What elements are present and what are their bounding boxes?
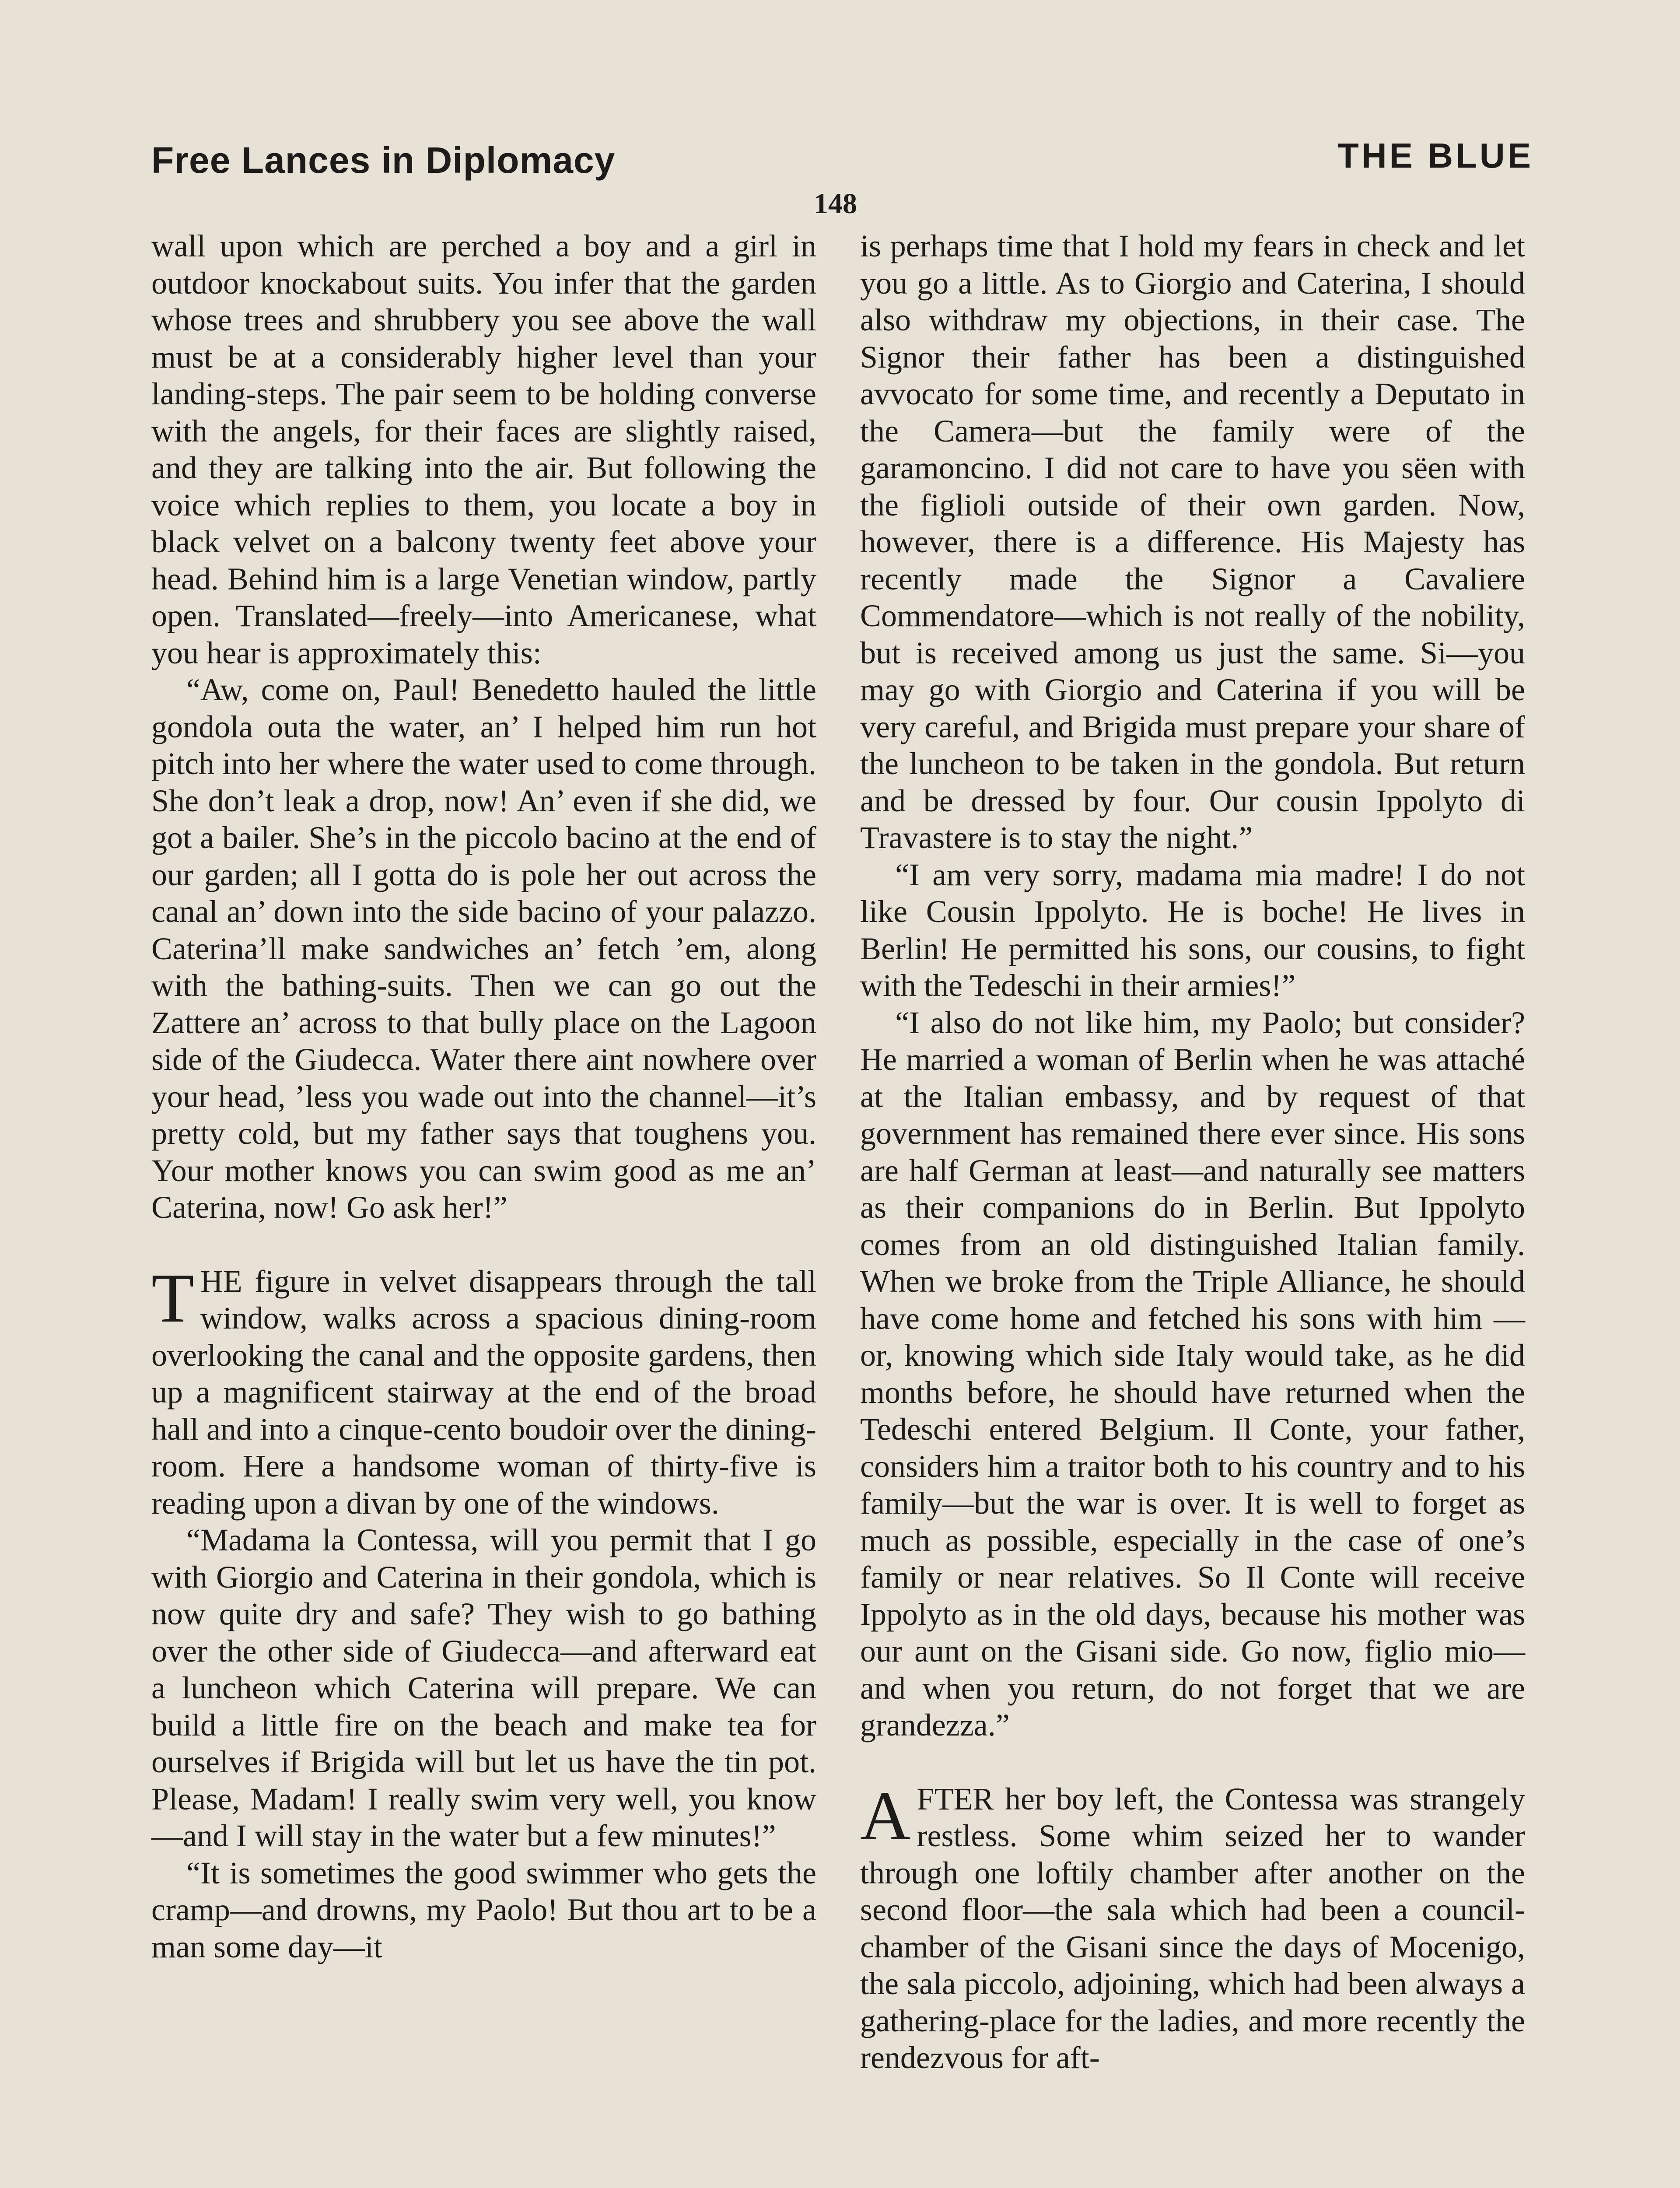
right-column [860, 228, 1525, 2076]
running-title: Free Lances in Diplomacy [151, 140, 616, 181]
section-text: HE figure in velvet disappears through the tall window, walks across a spacious dining-room overlooking the canal and the opposite gardens, then up a magnificent stairway at the end of the broad hall and into a cinque-cento boudoir over the dining-room. Here a handsome woman of thirty-five is reading upon a divan by one of the windows. [151, 1263, 816, 1521]
paragraph: “Aw, come on, Paul! Benedetto hauled the little gondola outa the water, an’ I helped him run hot pitch into her where the water used to come through. She don’t leak a drop, now! An’ even if she did, we got a bailer. She’s in the piccolo bacino at the end of our garden; all I gotta do is pole her out across the canal an’ down into the side bacino of your palazzo. Caterina’ll make sandwiches an’ fetch ’em, along with the bathing-suits. Then we can go out the Zattere an’ across to that bully place on the Lagoon side of the Giudecca. Water there aint nowhere over your head, ’less you wade out into the channel—it’s pretty cold, but my father says that toughens you. Your mother knows you can swim good as me an’ Caterina, now! Go ask her!” [151, 672, 816, 1225]
page-number: 148 [814, 188, 857, 220]
drop-cap: T [151, 1259, 194, 1337]
paragraph: “I also do not like him, my Paolo; but consider? He married a woman of Berlin when he was attaché at the Italian embassy, and by request of that government has remained there ever since. His sons are half German at least—and naturally see matters as their companions do in Berlin. But Ippolyto comes from an old distinguished Italian family. When we broke from the Triple Alliance, he should have come home and fetched his sons with him —or, knowing which side Italy would take, as he did months before, he should have returned when the Tedeschi entered Belgium. Il Conte, your father, considers him a traitor both to his country and to his family—but the war is over. It is well to forget as much as possible, especially in the case of one’s family or near relatives. So Il Conte will receive Ippolyto as in the old days, because his mother was our aunt on the Gisani side. Go now, figlio mio—and when you return, do not forget that we are grandezza.” [860, 1005, 1525, 1743]
section-paragraph [151, 1259, 816, 1522]
paragraph: is perhaps time that I hold my fears in check and let you go a little. As to Giorgio and Caterina, I should also withdraw my objections, in their case. The Signor their father has been a distinguished avvocato for some time, and recently a Deputato in the Camera—but the family were of the garamoncino. I did not care to have you sëen with the figlioli outside of their own garden. Now, however, there is a difference. His Majesty has recently made the Signor a Cavaliere Commendatore—which is not really of the nobility, but is received among us just the same. Si—you may go with Giorgio and Caterina if you will be very careful, and Brigida must prepare your share of the luncheon to be taken in the gondola. But return and be dressed by four. Our cousin Ippolyto di Travastere is to stay the night.” [860, 228, 1525, 855]
paragraph: wall upon which are perched a boy and a girl in outdoor knockabout suits. You infer that the garden whose trees and shrubbery you see above the wall must be at a considerably higher level than your landing-steps. The pair seem to be holding converse with the angels, for their faces are slightly raised, and they are talking into the air. But following the voice which replies to them, you locate a boy in black velvet on a balcony twenty feet above your head. Behind him is a large Venetian window, partly open. Translated—freely—into Americanese, what you hear is approximately this: [151, 228, 816, 670]
section-text: FTER her boy left, the Contessa was strangely restless. Some whim seized her to wander through one loftily chamber after another on the second floor—the sala which had been a council-chamber of the Gisani since the days of Mocenigo, the sala piccolo, adjoining, which had been always a gathering-place for the ladies, and more recently the rendezvous for aft- [860, 1781, 1525, 2075]
left-column [151, 228, 816, 1965]
paragraph: “Madama la Contessa, will you permit that I go with Giorgio and Caterina in their gondola, which is now quite dry and safe? They wish to go bathing over the other side of Giudecca—and afterward eat a luncheon which Caterina will prepare. We can build a little fire on the beach and make tea for ourselves if Brigida will but let us have the tin pot. Please, Madam! I really swim very well, you know—and I will stay in the water but a few minutes!” [151, 1522, 816, 1853]
paragraph: “It is sometimes the good swimmer who gets the cramp—and drowns, my Paolo! But thou art to be a man some day—it [151, 1855, 816, 1964]
paragraph: “I am very sorry, madama mia madre! I do not like Cousin Ippolyto. He is boche! He lives in Berlin! He permitted his sons, our cousins, to fight with the Tedeschi in their armies!” [860, 857, 1525, 1003]
magazine-name: THE BLUE [1337, 136, 1533, 175]
drop-cap: A [860, 1776, 911, 1855]
section-paragraph [860, 1776, 1525, 2076]
